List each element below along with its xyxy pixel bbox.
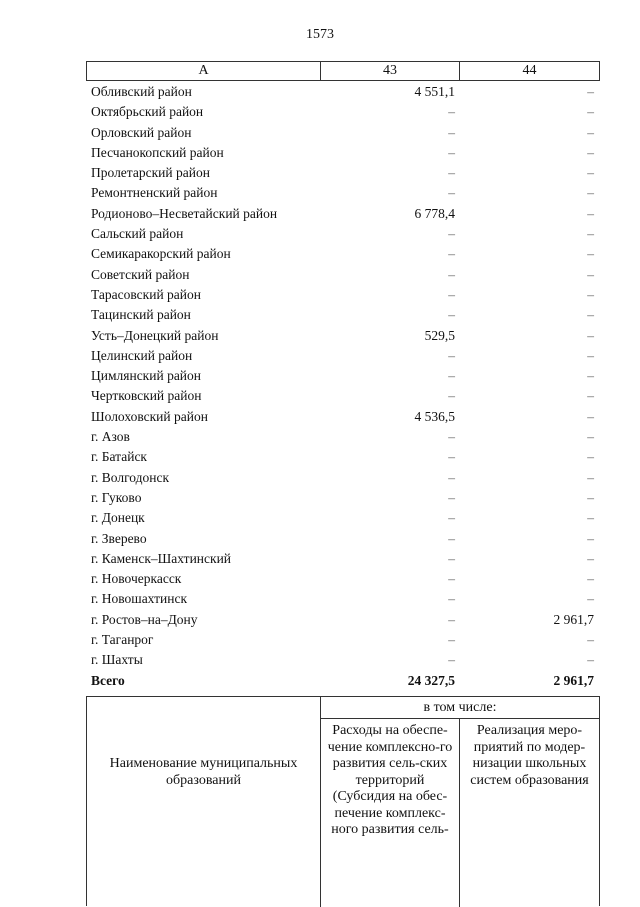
row-name: г. Донецк (91, 510, 145, 526)
table-row (86, 529, 600, 549)
value-44: – (587, 571, 594, 587)
row-name: Октябрьский район (91, 104, 204, 120)
table-row (86, 407, 600, 427)
table-row (86, 630, 600, 650)
table-row (86, 427, 600, 447)
value-43: – (448, 144, 455, 160)
table-row (86, 163, 600, 183)
value-43: – (448, 469, 455, 485)
value-44: – (587, 266, 594, 282)
page-number: 1573 (306, 27, 334, 42)
table-row (86, 82, 600, 102)
value-43: – (448, 266, 455, 282)
value-44: – (587, 469, 594, 485)
row-name: Орловский район (91, 124, 192, 140)
table-row (86, 549, 600, 569)
value-43: – (448, 571, 455, 587)
value-44: – (587, 429, 594, 445)
value-43: – (448, 307, 455, 323)
header-col-43: 43 (321, 62, 460, 80)
value-43: – (448, 510, 455, 526)
table-row (86, 183, 600, 203)
row-name: Сальский район (91, 226, 184, 242)
value-43: – (448, 489, 455, 505)
row-name: Чертковский район (91, 388, 202, 404)
value-43: 6 778,4 (414, 205, 455, 221)
value-43: – (448, 449, 455, 465)
value-44: – (587, 205, 594, 221)
row-name: Обливский район (91, 84, 192, 99)
value-44: – (587, 591, 594, 607)
row-name: Всего (91, 672, 125, 688)
row-name: г. Волгодонск (91, 469, 170, 485)
table-row (86, 610, 600, 630)
row-name: Цимлянский район (91, 368, 202, 384)
row-name: г. Новочеркасск (91, 571, 182, 587)
value-43: – (448, 652, 455, 668)
row-name: Шолоховский район (91, 408, 208, 424)
table-row (86, 468, 600, 488)
table-row (86, 447, 600, 467)
row-name: Тарасовский район (91, 286, 201, 302)
table-row (86, 326, 600, 346)
row-name: г. Шахты (91, 652, 143, 668)
municipality-name-header: Наименование муниципальных образований (87, 697, 321, 907)
table-row (86, 285, 600, 305)
table-row (86, 650, 600, 670)
row-name: г. Батайск (91, 449, 147, 465)
row-name: г. Азов (91, 429, 130, 445)
value-44: – (587, 652, 594, 668)
row-name: Песчанокопский район (91, 144, 224, 160)
value-43: – (448, 185, 455, 201)
row-name: Советский район (91, 266, 190, 282)
value-43: 4 536,5 (414, 408, 455, 424)
value-43: – (448, 347, 455, 363)
table-row (86, 102, 600, 122)
header-col-a: А (87, 62, 321, 80)
value-43: – (448, 591, 455, 607)
value-44: – (587, 246, 594, 262)
value-43: – (448, 632, 455, 648)
table-row (86, 366, 600, 386)
value-44: – (587, 124, 594, 140)
table-row (86, 508, 600, 528)
value-43: 4 551,1 (414, 84, 455, 99)
value-43: – (448, 429, 455, 445)
row-name: г. Новошахтинск (91, 591, 187, 607)
value-44: – (587, 489, 594, 505)
value-44: – (587, 286, 594, 302)
value-44: – (587, 530, 594, 546)
row-name: Усть–Донецкий район (91, 327, 219, 343)
table-row (86, 123, 600, 143)
row-name: Тацинский район (91, 307, 191, 323)
value-44: – (587, 327, 594, 343)
value-43: – (448, 530, 455, 546)
col-43-title: Расходы на обеспе-чение комплексно-го развития сель-ских территорий (Субсидия на обес-печение комплекс-ного развития сель- (321, 719, 460, 907)
value-43: – (448, 124, 455, 140)
value-43: – (448, 368, 455, 384)
row-name: Пролетарский район (91, 165, 210, 181)
table-row (86, 244, 600, 264)
table-row (86, 386, 600, 406)
value-44: – (587, 449, 594, 465)
row-name: Семикаракорский район (91, 246, 231, 262)
value-43: – (448, 550, 455, 566)
value-44: – (587, 347, 594, 363)
value-44: – (587, 144, 594, 160)
row-name: Целинский район (91, 347, 193, 363)
value-44: – (587, 550, 594, 566)
row-name: Ремонтненский район (91, 185, 218, 201)
table-header (86, 61, 600, 81)
row-name: Родионово–Несветайский район (91, 205, 278, 221)
row-name: г. Гуково (91, 489, 142, 505)
table-row (86, 143, 600, 163)
value-44: – (587, 510, 594, 526)
table-body (86, 82, 600, 691)
value-43: 24 327,5 (407, 672, 455, 688)
value-44: – (587, 388, 594, 404)
row-name: г. Зверево (91, 530, 147, 546)
value-43: – (448, 104, 455, 120)
value-44: – (587, 165, 594, 181)
col-44-title: Реализация меро-приятий по модер-низации школьных систем образования (470, 723, 589, 788)
value-44: – (587, 368, 594, 384)
table-row (86, 589, 600, 609)
value-43: – (448, 286, 455, 302)
value-43: – (448, 226, 455, 242)
table-row (86, 224, 600, 244)
value-44: 2 961,7 (553, 611, 594, 627)
value-44: – (587, 185, 594, 201)
value-44: – (587, 104, 594, 120)
value-43: – (448, 388, 455, 404)
table-row (86, 346, 600, 366)
continuation-header (86, 696, 600, 906)
value-44: – (587, 226, 594, 242)
value-43: – (448, 246, 455, 262)
value-43: 529,5 (424, 327, 455, 343)
value-44: – (587, 307, 594, 323)
value-44: – (587, 408, 594, 424)
row-name: г. Ростов–на–Дону (91, 611, 198, 627)
value-43: – (448, 165, 455, 181)
table-row (86, 204, 600, 224)
value-44: – (587, 84, 594, 99)
value-44: – (587, 632, 594, 648)
table-row (86, 305, 600, 325)
header-col-44: 44 (522, 63, 537, 78)
total-row (86, 671, 600, 691)
value-44: 2 961,7 (553, 672, 594, 688)
value-43: – (448, 611, 455, 627)
table-row (86, 569, 600, 589)
row-name: г. Таганрог (91, 632, 154, 648)
row-name: г. Каменск–Шахтинский (91, 550, 232, 566)
table-row (86, 488, 600, 508)
table-row (86, 265, 600, 285)
including-header: в том числе: (321, 697, 599, 719)
